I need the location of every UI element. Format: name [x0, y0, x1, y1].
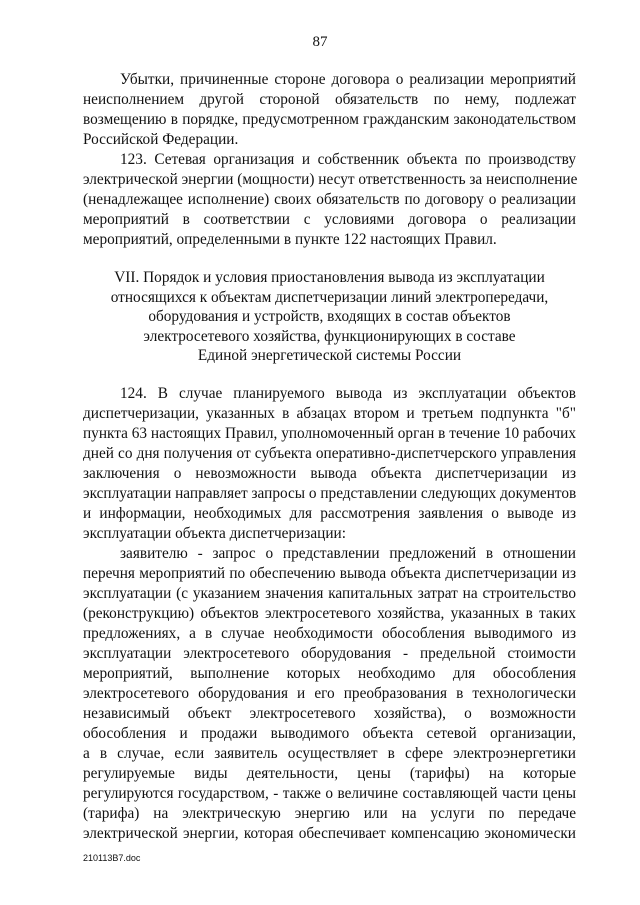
paragraph — [83, 384, 576, 544]
heading-line: электросетевого хозяйства, функционирующих в составе — [143, 327, 516, 345]
text-line: эксплуатации (с указанием значения капитальных затрат на строительство — [83, 584, 576, 602]
text-line: 124. В случае планируемого вывода из эксплуатации объектов — [120, 384, 576, 402]
text-line: пункта 63 настоящих Правил, уполномоченный орган в течение 10 рабочих — [83, 424, 576, 442]
text-line: неисполнением другой стороной обязательств по нему, подлежат — [83, 91, 576, 108]
text-line: мероприятий, определенными в пункте 122 настоящих Правил. — [83, 231, 497, 248]
heading-line: VII. Порядок и условия приостановления вывода из эксплуатации — [114, 269, 545, 286]
text-line: 123. Сетевая организация и собственник объекта по производству — [120, 151, 576, 168]
text-line: мероприятий в соответствии с условиями договора о реализации — [83, 211, 576, 228]
text-line: мероприятий, выполнение которых необходимо для обособления — [83, 664, 576, 682]
text-line: обособления и продажи выводимого объекта сетевой организации, — [83, 724, 576, 742]
text-line: регулируемые виды деятельности, цены (тарифы) на которые — [83, 764, 576, 782]
text-line: перечня мероприятий по обеспечению вывода объекта диспетчеризации из — [83, 564, 576, 582]
text-line: Убытки, причиненные стороне договора о реализации мероприятий — [120, 71, 576, 88]
text-line: диспетчеризации, указанных в абзацах втором и третьем подпункта "б" — [83, 404, 576, 422]
text-line: электросетевого оборудования и его преобразования в технологически — [83, 684, 576, 702]
heading-line: Единой энергетической системы России — [197, 347, 462, 364]
text-line: предложениях, а в случае необходимости обособления выводимого из — [83, 624, 576, 642]
text-line: и информации, необходимых для рассмотрения заявления о выводе из — [83, 504, 576, 522]
text-line: эксплуатации направляет запросы о представлении следующих документов — [83, 484, 577, 502]
text-line: электрической энергии, которая обеспечивает компенсацию экономически — [83, 824, 576, 842]
text-line: дней со дня получения от субъекта оперативно-диспетчерского управления — [83, 444, 576, 462]
document-footer-filename: 210113B7.doc — [83, 853, 141, 863]
text-line: (тарифа) на электрическую энергию или на услуги по передаче — [83, 804, 576, 822]
text-line: электрической энергии (мощности) несут ответственность за неисполнение — [83, 171, 578, 188]
paragraph — [83, 70, 576, 150]
text-line: заключения о невозможности вывода объекта диспетчеризации из — [83, 464, 576, 482]
document-body — [83, 70, 576, 844]
text-line: возмещению в порядке, предусмотренном гражданским законодательством — [83, 111, 576, 128]
paragraph — [83, 150, 576, 250]
paragraph — [83, 544, 576, 844]
text-line: (реконструкцию) объектов электросетевого хозяйства, указанных в таких — [83, 604, 576, 622]
page-number: 87 — [312, 34, 328, 50]
text-line: Российской Федерации. — [83, 131, 239, 148]
text-line: заявителю - запрос о представлении предложений в отношении — [120, 544, 576, 562]
text-line: (ненадлежащее исполнение) своих обязательств по договору о реализации — [83, 191, 576, 208]
text-line: регулируются государством, - также о величине составляющей части цены — [83, 784, 576, 802]
text-line: независимый объект электросетевого хозяйства), о возможности — [83, 704, 576, 722]
text-line: эксплуатации электросетевого оборудования - предельной стоимости — [83, 644, 576, 662]
heading-line: оборудования и устройств, входящих в состав объектов — [148, 308, 511, 325]
section-heading — [83, 268, 576, 366]
text-line: а в случае, если заявитель осуществляет в сфере электроэнергетики — [83, 744, 576, 762]
heading-line: относящихся к объектам диспетчеризации линий электропередачи, — [110, 288, 549, 306]
text-line: эксплуатации объекта диспетчеризации: — [83, 524, 346, 542]
